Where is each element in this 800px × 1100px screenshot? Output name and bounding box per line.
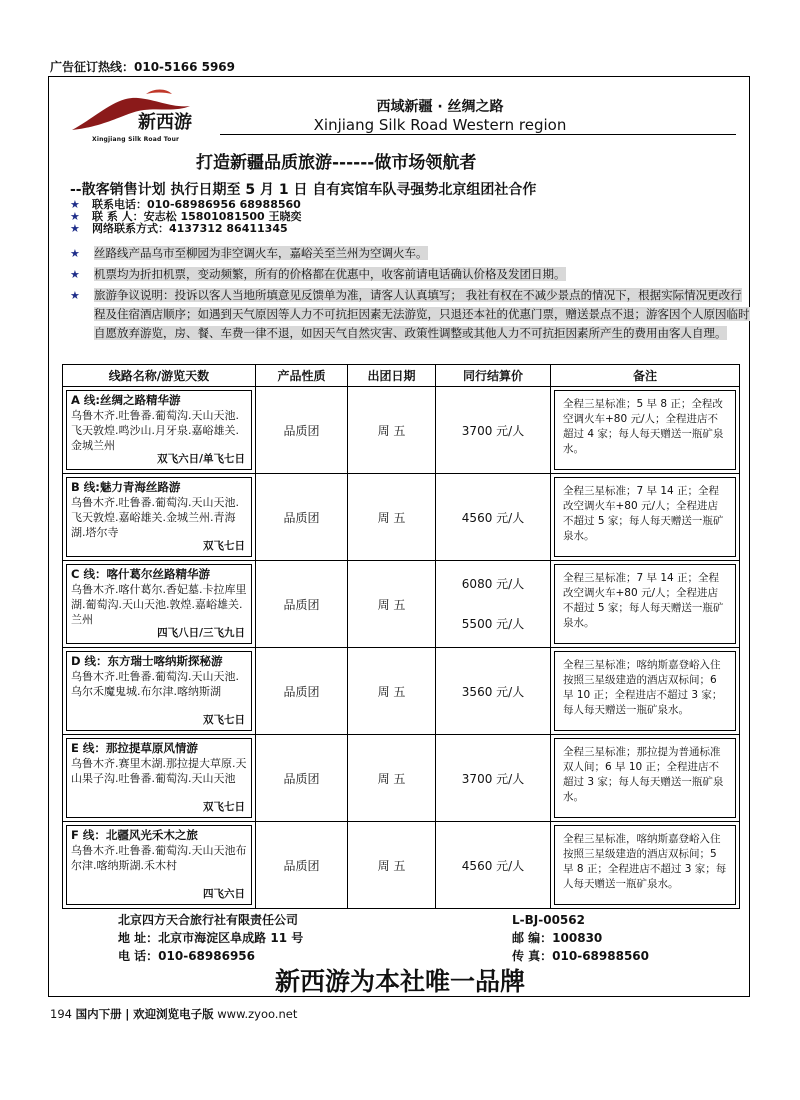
footer-separator: | [125,1007,130,1021]
route-stops: 乌鲁木齐.赛里木湖.那拉提大草原.天山果子沟.吐鲁番.葡萄沟.天山天池 [71,757,247,785]
headline: 打造新疆品质旅游------做市场领航者 [196,153,477,173]
route-stops: 乌鲁木齐.喀什葛尔.香妃墓.卡拉库里湖.葡萄沟.天山天池.敦煌.嘉峪雄关.兰州 [71,583,247,626]
star-icon: ★ [70,222,80,235]
ad-hotline: 广告征订热线：010-5166 5969 [50,60,236,74]
table-row [63,474,740,561]
remark-cell [551,387,740,474]
route-days: 四飞八日/三飞九日 [157,627,245,639]
header-title-cn: 西域新疆 · 丝绸之路 [376,99,504,115]
remark: 全程三星标准；7 早 14 正；全程改空调火车+80 元/人；全程进店不超过 5 家；每人每天赠送一瓶矿泉水。 [554,477,736,557]
date-cell: 周 五 [348,735,436,822]
table-row [63,822,740,909]
page-footer [50,1006,297,1022]
header-divider [220,134,736,135]
company-phone: 电 话：010-68986956 [118,949,256,963]
notes-list [70,244,750,343]
route-days: 四飞六日 [203,888,245,900]
type-cell: 品质团 [256,561,348,648]
remark-cell [551,474,740,561]
table-row [63,735,740,822]
route-cell [63,474,256,561]
route-stops: 乌鲁木齐.吐鲁番.葡萄沟.天山天池.乌尔禾魔鬼城.布尔津.喀纳斯湖 [71,670,239,698]
routes-table [62,364,740,909]
page-number: 194 [50,1007,72,1021]
price: 3700 元/人 [461,771,525,786]
remark: 全程三星标准，喀纳斯嘉登峪入住按照三星级建造的酒店双标间；5 早 8 正；全程进店不超过 3 家；每人每天赠送一瓶矿泉水。 [554,825,736,905]
logo-sun [146,90,172,95]
route-title: D 线：东方瑞士喀纳斯探秘游 [71,654,223,668]
route-title: A 线:丝绸之路精华游 [71,393,181,407]
header-type: 产品性质 [256,365,348,387]
price: 3560 元/人 [461,684,525,699]
header-remark: 备注 [551,365,740,387]
remark: 全程三星标准；7 早 14 正；全程改空调火车+80 元/人；全程进店不超过 5 家；每人每天赠送一瓶矿泉水。 [554,564,736,644]
date-cell: 周 五 [348,648,436,735]
star-icon: ★ [70,198,80,211]
logo-text: 新西游 [138,112,192,133]
route-days: 双飞七日 [203,714,245,726]
route-stops: 乌鲁木齐.吐鲁番.葡萄沟.天山天池.飞天敦煌.鸣沙山.月牙泉.嘉峪雄关.金城兰州 [71,409,239,452]
table-row [63,648,740,735]
contact-list [70,199,750,235]
route-days: 双飞七日 [203,540,245,552]
remark: 全程三星标准；5 早 8 正；全程改空调火车+80 元/人；全程进店不超过 4 家；每人每天赠送一瓶矿泉水。 [554,390,736,470]
section-name: 国内下册 [75,1007,122,1021]
type-cell: 品质团 [256,387,348,474]
route-cell [63,387,256,474]
route-days: 双飞七日 [203,801,245,813]
star-icon: ★ [70,210,80,223]
type-cell: 品质团 [256,648,348,735]
route-cell [63,561,256,648]
date-cell: 周 五 [348,387,436,474]
remark: 全程三星标准；喀纳斯嘉登峪入住按照三星级建造的酒店双标间；6 早 10 正；全程进店不超过 3 家；每人每天赠送一瓶矿泉水。 [554,651,736,731]
date-cell: 周 五 [348,474,436,561]
contact-network: ★ 网络联系方式：4137312 86411345 [70,222,288,235]
type-cell: 品质团 [256,474,348,561]
star-icon: ★ [70,268,80,281]
route-title: B 线:魅力青海丝路游 [71,480,181,494]
header-route: 线路名称/游览天数 [63,365,256,387]
sales-plan: --散客销售计划 执行日期至 5 月 1 日 自有宾馆车队寻强势北京组团社合作 [70,182,537,198]
route-days: 双飞六日/单飞七日 [157,453,245,465]
note-tickets: ★ 机票均为折扣机票，变动频繁，所有的价格都在优惠中，收客前请电话确认价格及发团日期。 [70,265,750,284]
route-cell [63,822,256,909]
table-row [63,561,740,648]
price-cell [436,735,551,822]
footer-slogan: 欢迎浏览电子版 [133,1007,214,1021]
route-title: E 线：那拉提草原风情游 [71,741,198,755]
route-title: F 线：北疆风光禾木之旅 [71,828,198,842]
route-cell [63,648,256,735]
footer-url[interactable]: www.zyoo.net [217,1007,298,1021]
logo-subtitle: Xingjiang Silk Road Tour [92,136,180,143]
price: 4560 元/人 [461,510,525,525]
price-cell [436,387,551,474]
note-disputes: ★ 旅游争议说明：投诉以客人当地所填意见反馈单为准，请客人认真填写； 我社有权在不减少景点的情况下，根据实际情况更改行程及住宿酒店顺序；如遇到天气原因等人力不可抗拒因素无法游览，只退还本社的优惠门票，赠送景点不退；游客因个人原因临时自愿放弃游览，房、餐、车费一律不退，如因天气自然灾害、政策性调整或其他人力不可抗拒因素所产生的费用由客人自理。 [70,288,750,340]
company-address: 地 址：北京市海淀区阜成路 11 号 [118,931,304,945]
company-fax: 传 真：010-68988560 [512,949,650,963]
table-header-row [63,365,740,387]
remark-cell [551,561,740,648]
brand-slogan: 新西游为本社唯一品牌 [274,967,525,996]
header-title-en: Xinjiang Silk Road Western region [313,116,567,134]
company-info [118,911,678,965]
contact-person: ★ 联 系 人：安志松 15801081500 王晓奕 [70,210,302,223]
star-icon: ★ [70,289,80,302]
price: 3700 元/人 [461,423,525,438]
date-cell: 周 五 [348,561,436,648]
table-row [63,387,740,474]
price: 6080 元/人 [461,577,525,591]
header-date: 出团日期 [348,365,436,387]
price: 5500 元/人 [461,617,525,631]
remark-cell [551,822,740,909]
star-icon: ★ [70,247,80,260]
contact-phone: ★ 联系电话：010-68986956 68988560 [70,198,301,211]
note-train: ★ 丝路线产品乌市至柳园为非空调火车，嘉峪关至兰州为空调火车。 [70,244,750,263]
company-postcode: 邮 编：100830 [512,931,603,945]
type-cell: 品质团 [256,822,348,909]
route-stops: 乌鲁木齐.吐鲁番.葡萄沟.天山天池.飞天敦煌.嘉峪雄关.金城兰州.青海湖.塔尔寺 [71,496,239,539]
price: 4560 元/人 [461,858,525,873]
date-cell: 周 五 [348,822,436,909]
remark-cell [551,735,740,822]
price-cell [436,561,551,648]
price-cell [436,474,551,561]
remark-cell [551,648,740,735]
route-title: C 线：喀什葛尔丝路精华游 [71,567,210,581]
license-number: L-BJ-00562 [512,913,585,927]
price-cell [436,822,551,909]
header-price: 同行结算价 [436,365,551,387]
remark: 全程三星标准；那拉提为普通标准双人间；6 早 10 正；全程进店不超过 3 家；每人每天赠送一瓶矿泉水。 [554,738,736,818]
route-cell [63,735,256,822]
route-stops: 乌鲁木齐.吐鲁番.葡萄沟.天山天池布尔津.喀纳斯湖.禾木村 [71,844,247,872]
price-cell [436,648,551,735]
company-name: 北京四方天合旅行社有限责任公司 [118,913,299,927]
type-cell: 品质团 [256,735,348,822]
